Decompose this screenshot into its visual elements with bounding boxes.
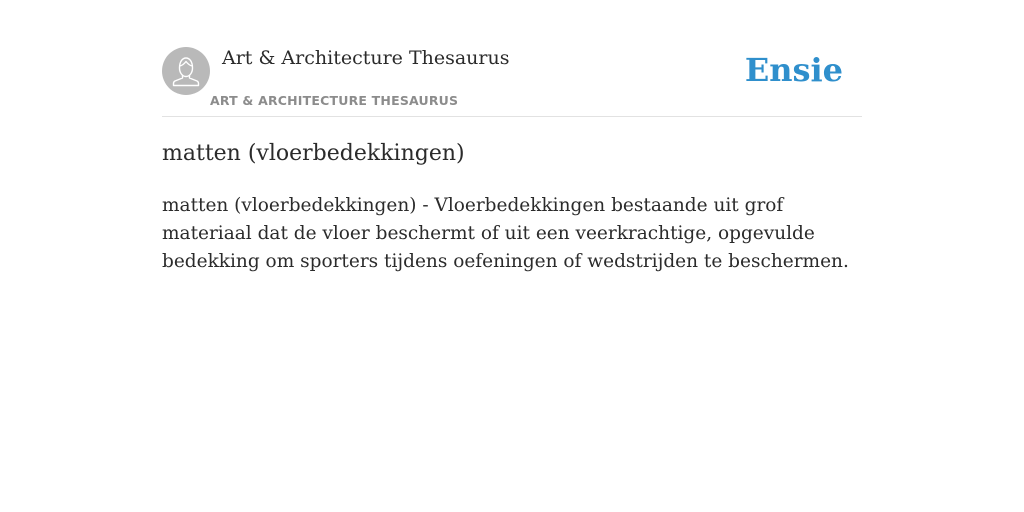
author-subtitle: ART & ARCHITECTURE THESAURUS — [210, 93, 459, 108]
ensie-logo[interactable]: Ensie — [744, 51, 843, 89]
user-silhouette-icon — [162, 47, 210, 95]
page-title: matten (vloerbedekkingen) — [162, 141, 465, 166]
author-avatar[interactable] — [162, 47, 210, 95]
author-name[interactable]: Art & Architecture Thesaurus — [222, 47, 510, 69]
page-header — [162, 46, 862, 117]
definition-text: matten (vloerbedekkingen) - Vloerbedekkingen bestaande uit grof materiaal dat de vloer beschermt of uit een veerkrachtige, opgevulde bedekking om sporters tijdens oefeningen of wedstrijden te beschermen. — [162, 195, 849, 272]
